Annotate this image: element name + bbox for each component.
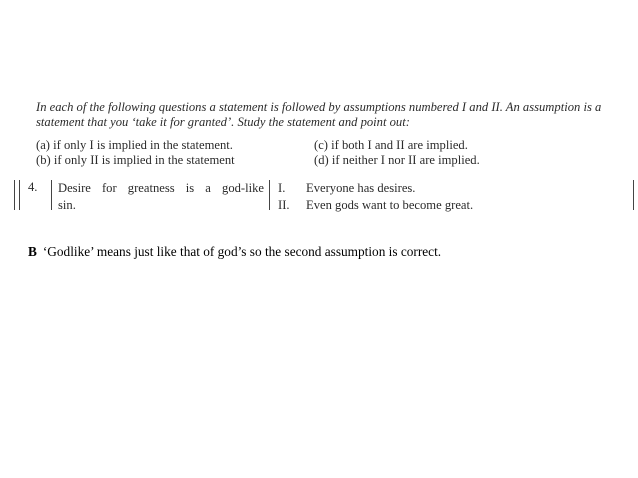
assumption-1-numeral: I. xyxy=(278,181,286,195)
assumption-1 xyxy=(278,180,415,197)
option-d: (d) if neither I nor II are implied. xyxy=(314,153,480,167)
answer-explanation xyxy=(28,244,441,260)
statement-line-2: sin. xyxy=(58,198,76,212)
table-divider-number xyxy=(51,180,52,210)
table-border-left xyxy=(14,180,15,210)
question-row xyxy=(14,178,628,216)
assumption-2-text: Even gods want to become great. xyxy=(306,198,474,212)
table-border-right xyxy=(633,180,634,210)
answer-letter: B xyxy=(28,244,37,259)
question-excerpt xyxy=(14,100,628,220)
assumption-2 xyxy=(278,197,473,214)
question-statement xyxy=(58,180,264,214)
answer-text: ‘Godlike’ means just like that of god’s so the second assumption is correct. xyxy=(42,244,442,259)
table-border-inner-left xyxy=(19,180,20,210)
assumption-2-numeral: II. xyxy=(278,198,290,212)
assumption-1-text: Everyone has desires. xyxy=(306,181,416,195)
table-divider-assumptions xyxy=(269,180,270,210)
option-b: (b) if only II is implied in the statement xyxy=(36,153,235,167)
question-instructions: In each of the following questions a statement is followed by assumptions numbered I and II. An assumption is a statement that you ‘take it for granted’. Study the statement and point out: xyxy=(36,100,602,129)
statement-line-1: Desire for greatness is a god-like xyxy=(58,181,264,195)
question-number: 4. xyxy=(28,180,38,194)
option-c: (c) if both I and II are implied. xyxy=(314,138,468,152)
option-a: (a) if only I is implied in the statement. xyxy=(36,138,233,152)
